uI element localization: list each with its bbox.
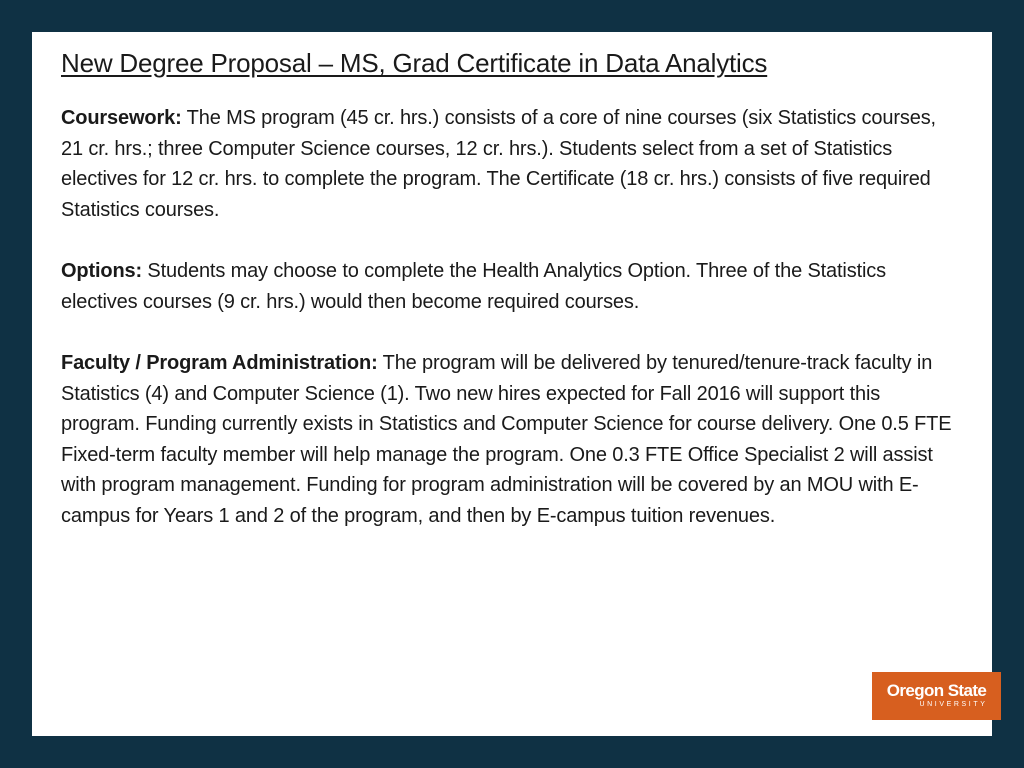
faculty-label: Faculty / Program Administration: — [61, 352, 378, 374]
logo-line-2: UNIVERSITY — [919, 700, 988, 708]
coursework-paragraph — [61, 103, 961, 225]
logo-line-1: Oregon State — [886, 680, 987, 700]
slide-content — [61, 48, 961, 562]
coursework-label: Coursework: — [61, 107, 182, 129]
options-paragraph — [61, 256, 961, 317]
coursework-text: The MS program (45 cr. hrs.) consists of a core of nine courses (six Statistics courses, 21 cr. hrs.; three Computer Science courses, 12 cr. hrs.). Students select from a set of Statistics electives for 12 cr. hrs. to complete the program. The Certificate (18 cr. hrs.) consists of five required Statistics courses. — [61, 107, 936, 221]
faculty-paragraph — [61, 348, 961, 531]
slide — [32, 32, 992, 736]
oregon-state-logo — [872, 672, 1001, 720]
slide-title: New Degree Proposal – MS, Grad Certificate in Data Analytics — [61, 48, 768, 78]
options-label: Options: — [61, 260, 143, 282]
options-text: Students may choose to complete the Health Analytics Option. Three of the Statistics electives courses (9 cr. hrs.) would then become required courses. — [61, 260, 886, 313]
faculty-text: The program will be delivered by tenured/tenure-track faculty in Statistics (4) and Computer Science (1). Two new hires expected for Fall 2016 will support this program. Funding currently exists in Statistics and Computer Science for course delivery. One 0.5 FTE Fixed-term faculty member will help manage the program. One 0.3 FTE Office Specialist 2 will assist with program management. Funding for program administration will be covered by an MOU with E-campus for Years 1 and 2 of the program, and then by E-campus tuition revenues. — [61, 352, 952, 527]
